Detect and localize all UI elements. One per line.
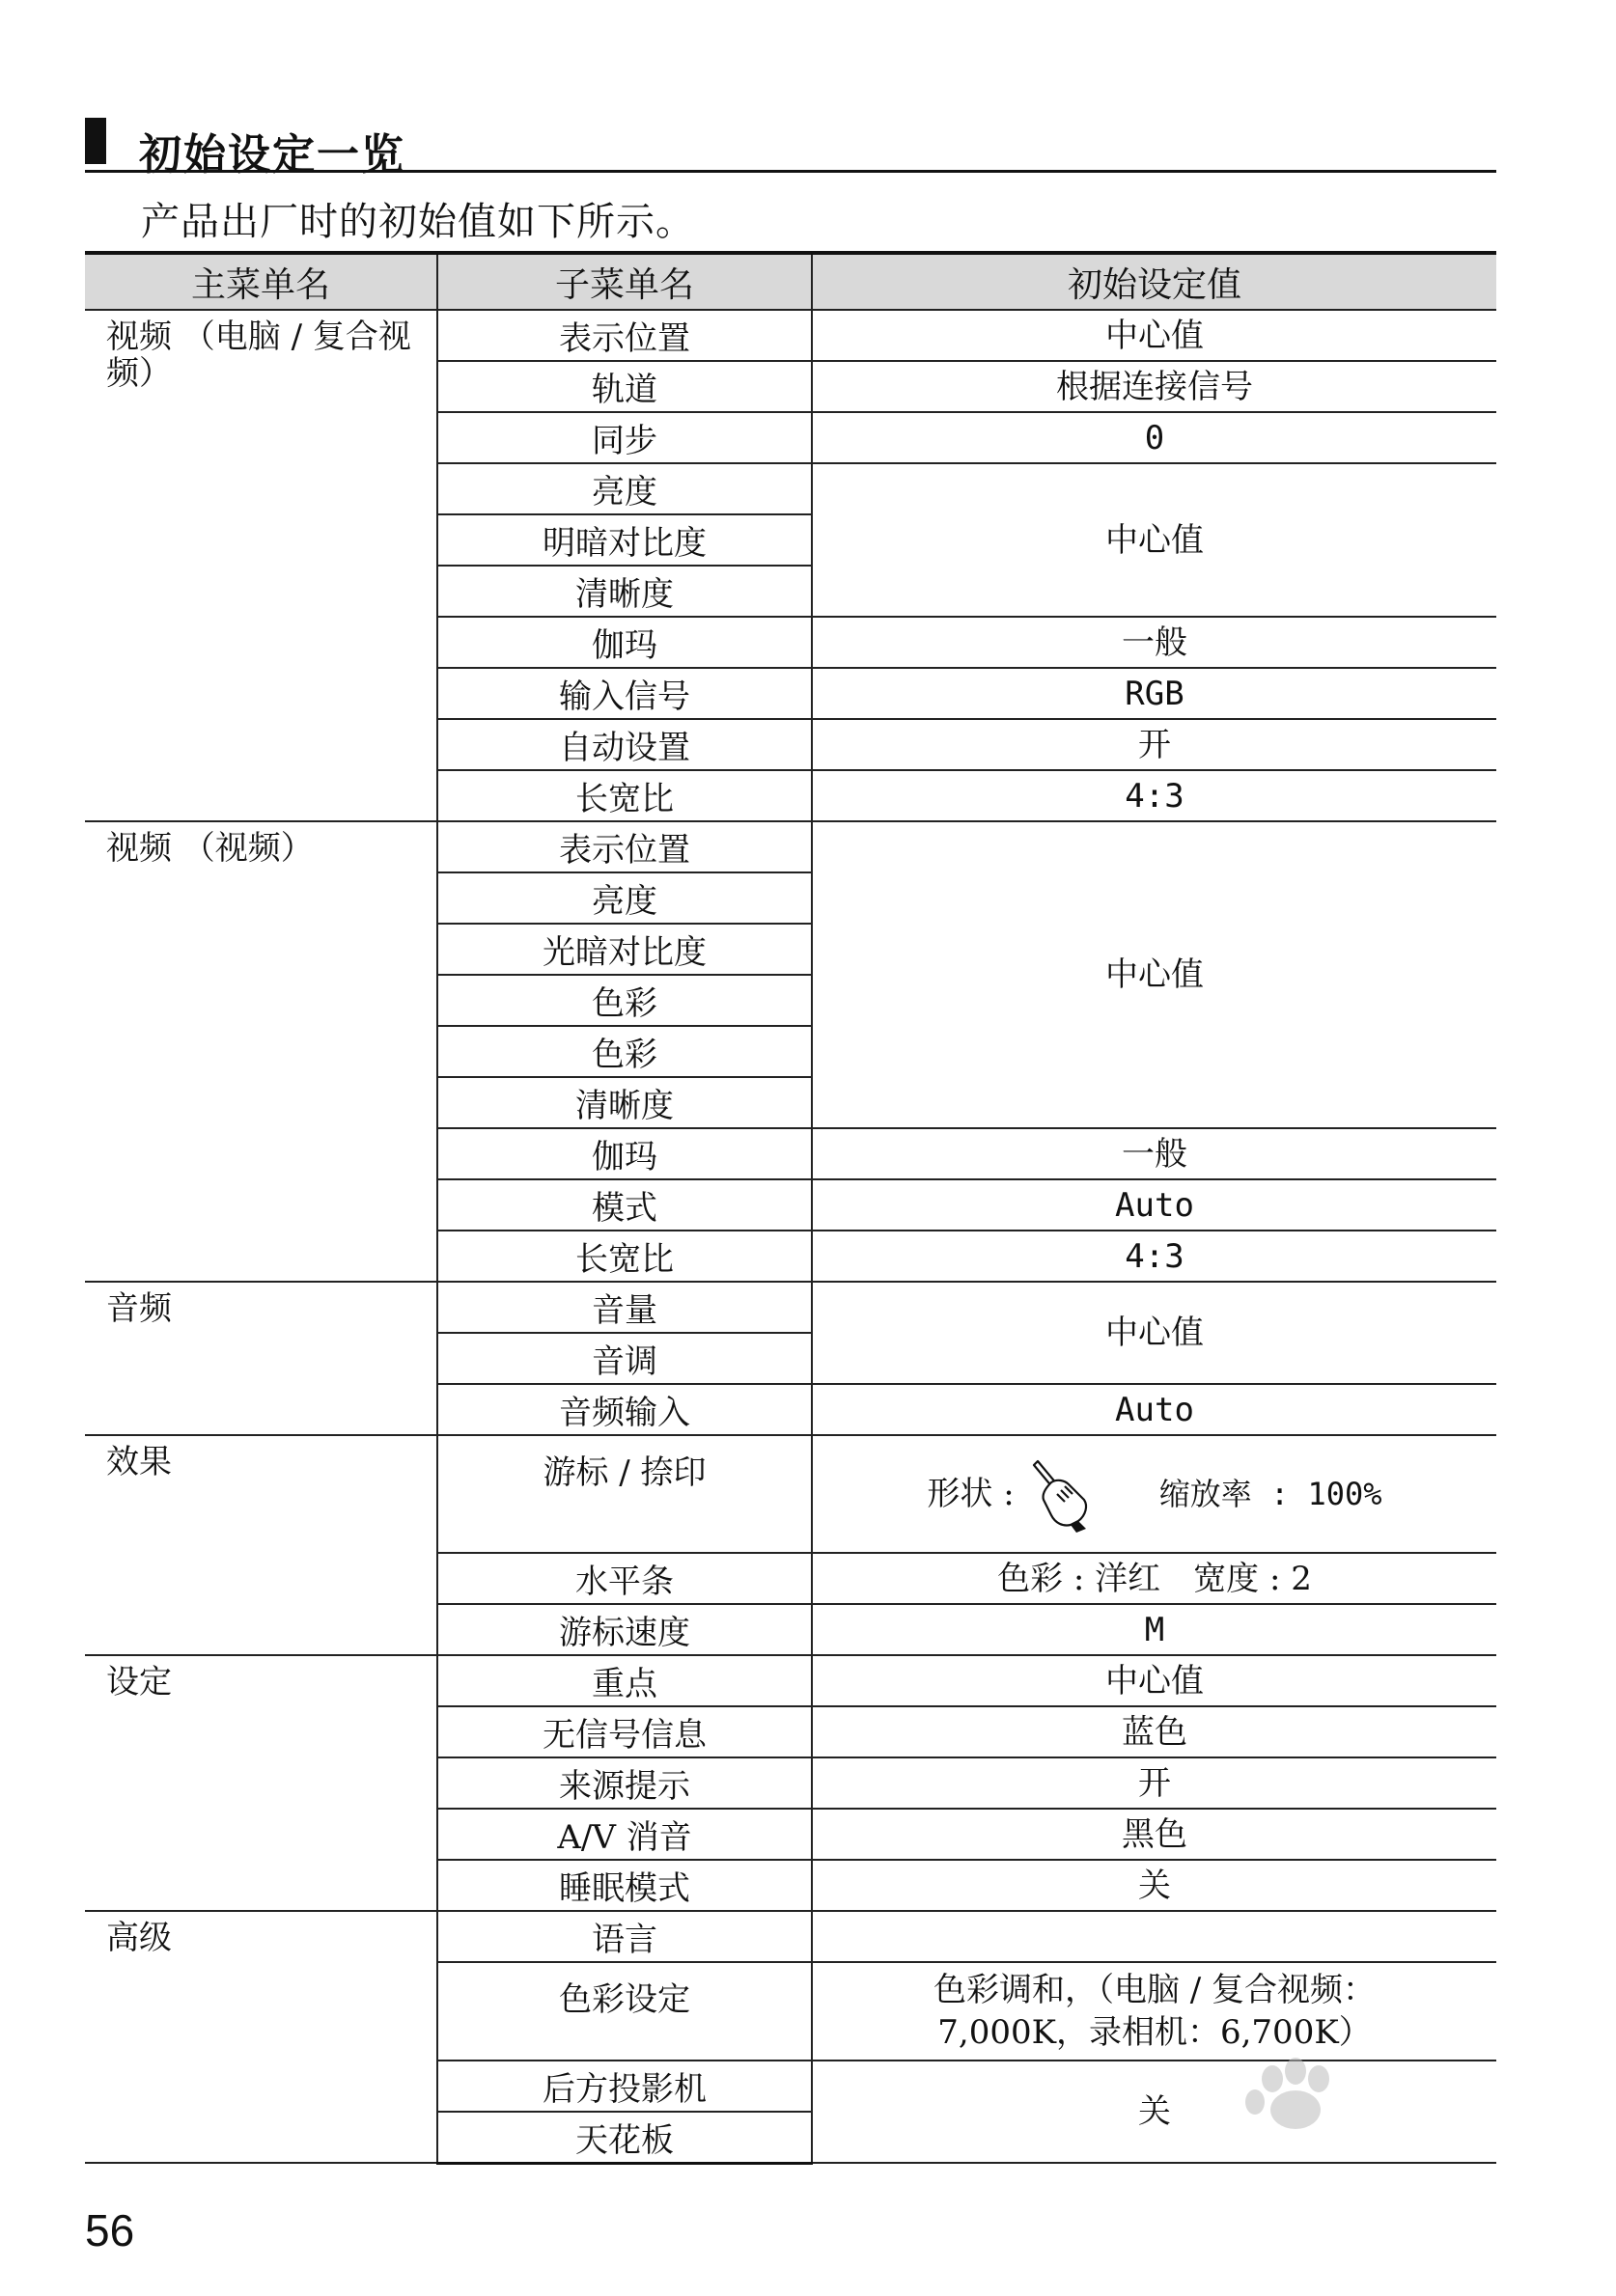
sub-menu-cell: 后方投影机 [437,2061,812,2112]
color-setting-line1: 色彩调和，（电脑 / 复合视频： [933,1971,1377,2009]
value-cell [812,1435,1496,1553]
sub-menu-cell: 伽玛 [437,1128,812,1179]
sub-menu-cell: 天花板 [437,2112,812,2163]
value-cell: 色彩 : 洋红 宽度 : 2 [812,1553,1496,1604]
sub-menu-cell: 清晰度 [437,566,812,617]
value-cell: 开 [812,719,1496,770]
sub-menu-cell: 重点 [437,1655,812,1706]
color-setting-line2: 7,000K，录相机：6,700K） [937,2013,1372,2052]
pointing-hand-icon [1028,1455,1092,1533]
sub-menu-cell: 亮度 [437,463,812,514]
table-row [85,1911,1496,1962]
page-number: 56 [85,2205,135,2255]
main-menu-video: 视频 （视频） [85,821,437,1282]
sub-menu-cell: A/V 消音 [437,1809,812,1860]
section-heading [85,118,1496,180]
value-cell: 中心值 [812,1282,1496,1384]
table-row [85,1282,1496,1333]
sub-menu-cell: 光暗对比度 [437,924,812,975]
value-cell: 一般 [812,617,1496,668]
value-cell: 中心值 [812,821,1496,1128]
sub-menu-cell: 模式 [437,1179,812,1231]
sub-menu-cell: 音频输入 [437,1384,812,1435]
sub-menu-cell: 色彩 [437,1026,812,1077]
value-cell: Auto [812,1179,1496,1231]
header-main-menu: 主菜单名 [85,253,437,310]
sub-menu-cell: 表示位置 [437,310,812,361]
table-row [85,1435,1496,1553]
value-cell: 关 [812,1860,1496,1911]
shape-label: 形状 : [927,1475,1015,1513]
value-cell: 中心值 [812,463,1496,617]
value-cell: RGB [812,668,1496,719]
sub-menu-cell: 同步 [437,412,812,463]
value-cell: 4:3 [812,1231,1496,1282]
table-row [85,821,1496,872]
sub-menu-cell: 自动设置 [437,719,812,770]
baidu-jingyan-watermark [1149,2046,1535,2239]
sub-menu-cell: 水平条 [437,1553,812,1604]
sub-menu-cell: 色彩 [437,975,812,1026]
value-cell: 中心值 [812,1655,1496,1706]
value-cell: 关 [812,2061,1496,2163]
sub-menu-cell: 伽玛 [437,617,812,668]
table-row [85,310,1496,361]
value-cell: 开 [812,1757,1496,1809]
sub-menu-cell: 轨道 [437,361,812,412]
sub-menu-cell: 语言 [437,1911,812,1962]
sub-menu-cell: 长宽比 [437,770,812,821]
sub-menu-cell: 睡眠模式 [437,1860,812,1911]
sub-menu-cell: 游标速度 [437,1604,812,1655]
main-menu-audio: 音频 [85,1282,437,1435]
sub-menu-cell: 无信号信息 [437,1706,812,1757]
value-cell: 4:3 [812,770,1496,821]
value-cell: Auto [812,1384,1496,1435]
sub-menu-cell: 长宽比 [437,1231,812,1282]
main-menu-setup: 设定 [85,1655,437,1911]
sub-menu-cell: 表示位置 [437,821,812,872]
sub-menu-cell: 音调 [437,1333,812,1384]
value-cell: 一般 [812,1128,1496,1179]
sub-menu-cell: 游标 / 捺印 [437,1435,812,1553]
sub-menu-cell: 来源提示 [437,1757,812,1809]
heading-bar [85,118,106,164]
sub-menu-cell: 输入信号 [437,668,812,719]
default-settings-table [85,251,1496,2165]
value-cell: 蓝色 [812,1706,1496,1757]
header-sub-menu: 子菜单名 [437,253,812,310]
main-menu-advanced: 高级 [85,1911,437,2163]
sub-menu-cell: 清晰度 [437,1077,812,1128]
cursor-value-group [813,1455,1496,1533]
header-default-value: 初始设定值 [812,253,1496,310]
sub-menu-cell: 色彩设定 [437,1962,812,2061]
value-cell: 0 [812,412,1496,463]
table-header-row [85,253,1496,310]
value-cell: M [812,1604,1496,1655]
sub-menu-cell: 明暗对比度 [437,514,812,566]
value-cell: 黑色 [812,1809,1496,1860]
value-cell: 中心值 [812,310,1496,361]
value-cell: 根据连接信号 [812,361,1496,412]
sub-menu-cell: 亮度 [437,872,812,924]
heading-title: 初始设定一览 [139,130,405,180]
main-menu-video-pc: 视频 （电脑 / 复合视频） [85,310,437,821]
intro-text: 产品出厂时的初始值如下所示。 [141,200,695,244]
sub-menu-cell: 音量 [437,1282,812,1333]
table-row [85,1655,1496,1706]
value-cell [812,1911,1496,1962]
main-menu-effects: 效果 [85,1435,437,1655]
zoom-value: 缩放率 : 100% [1158,1476,1382,1512]
